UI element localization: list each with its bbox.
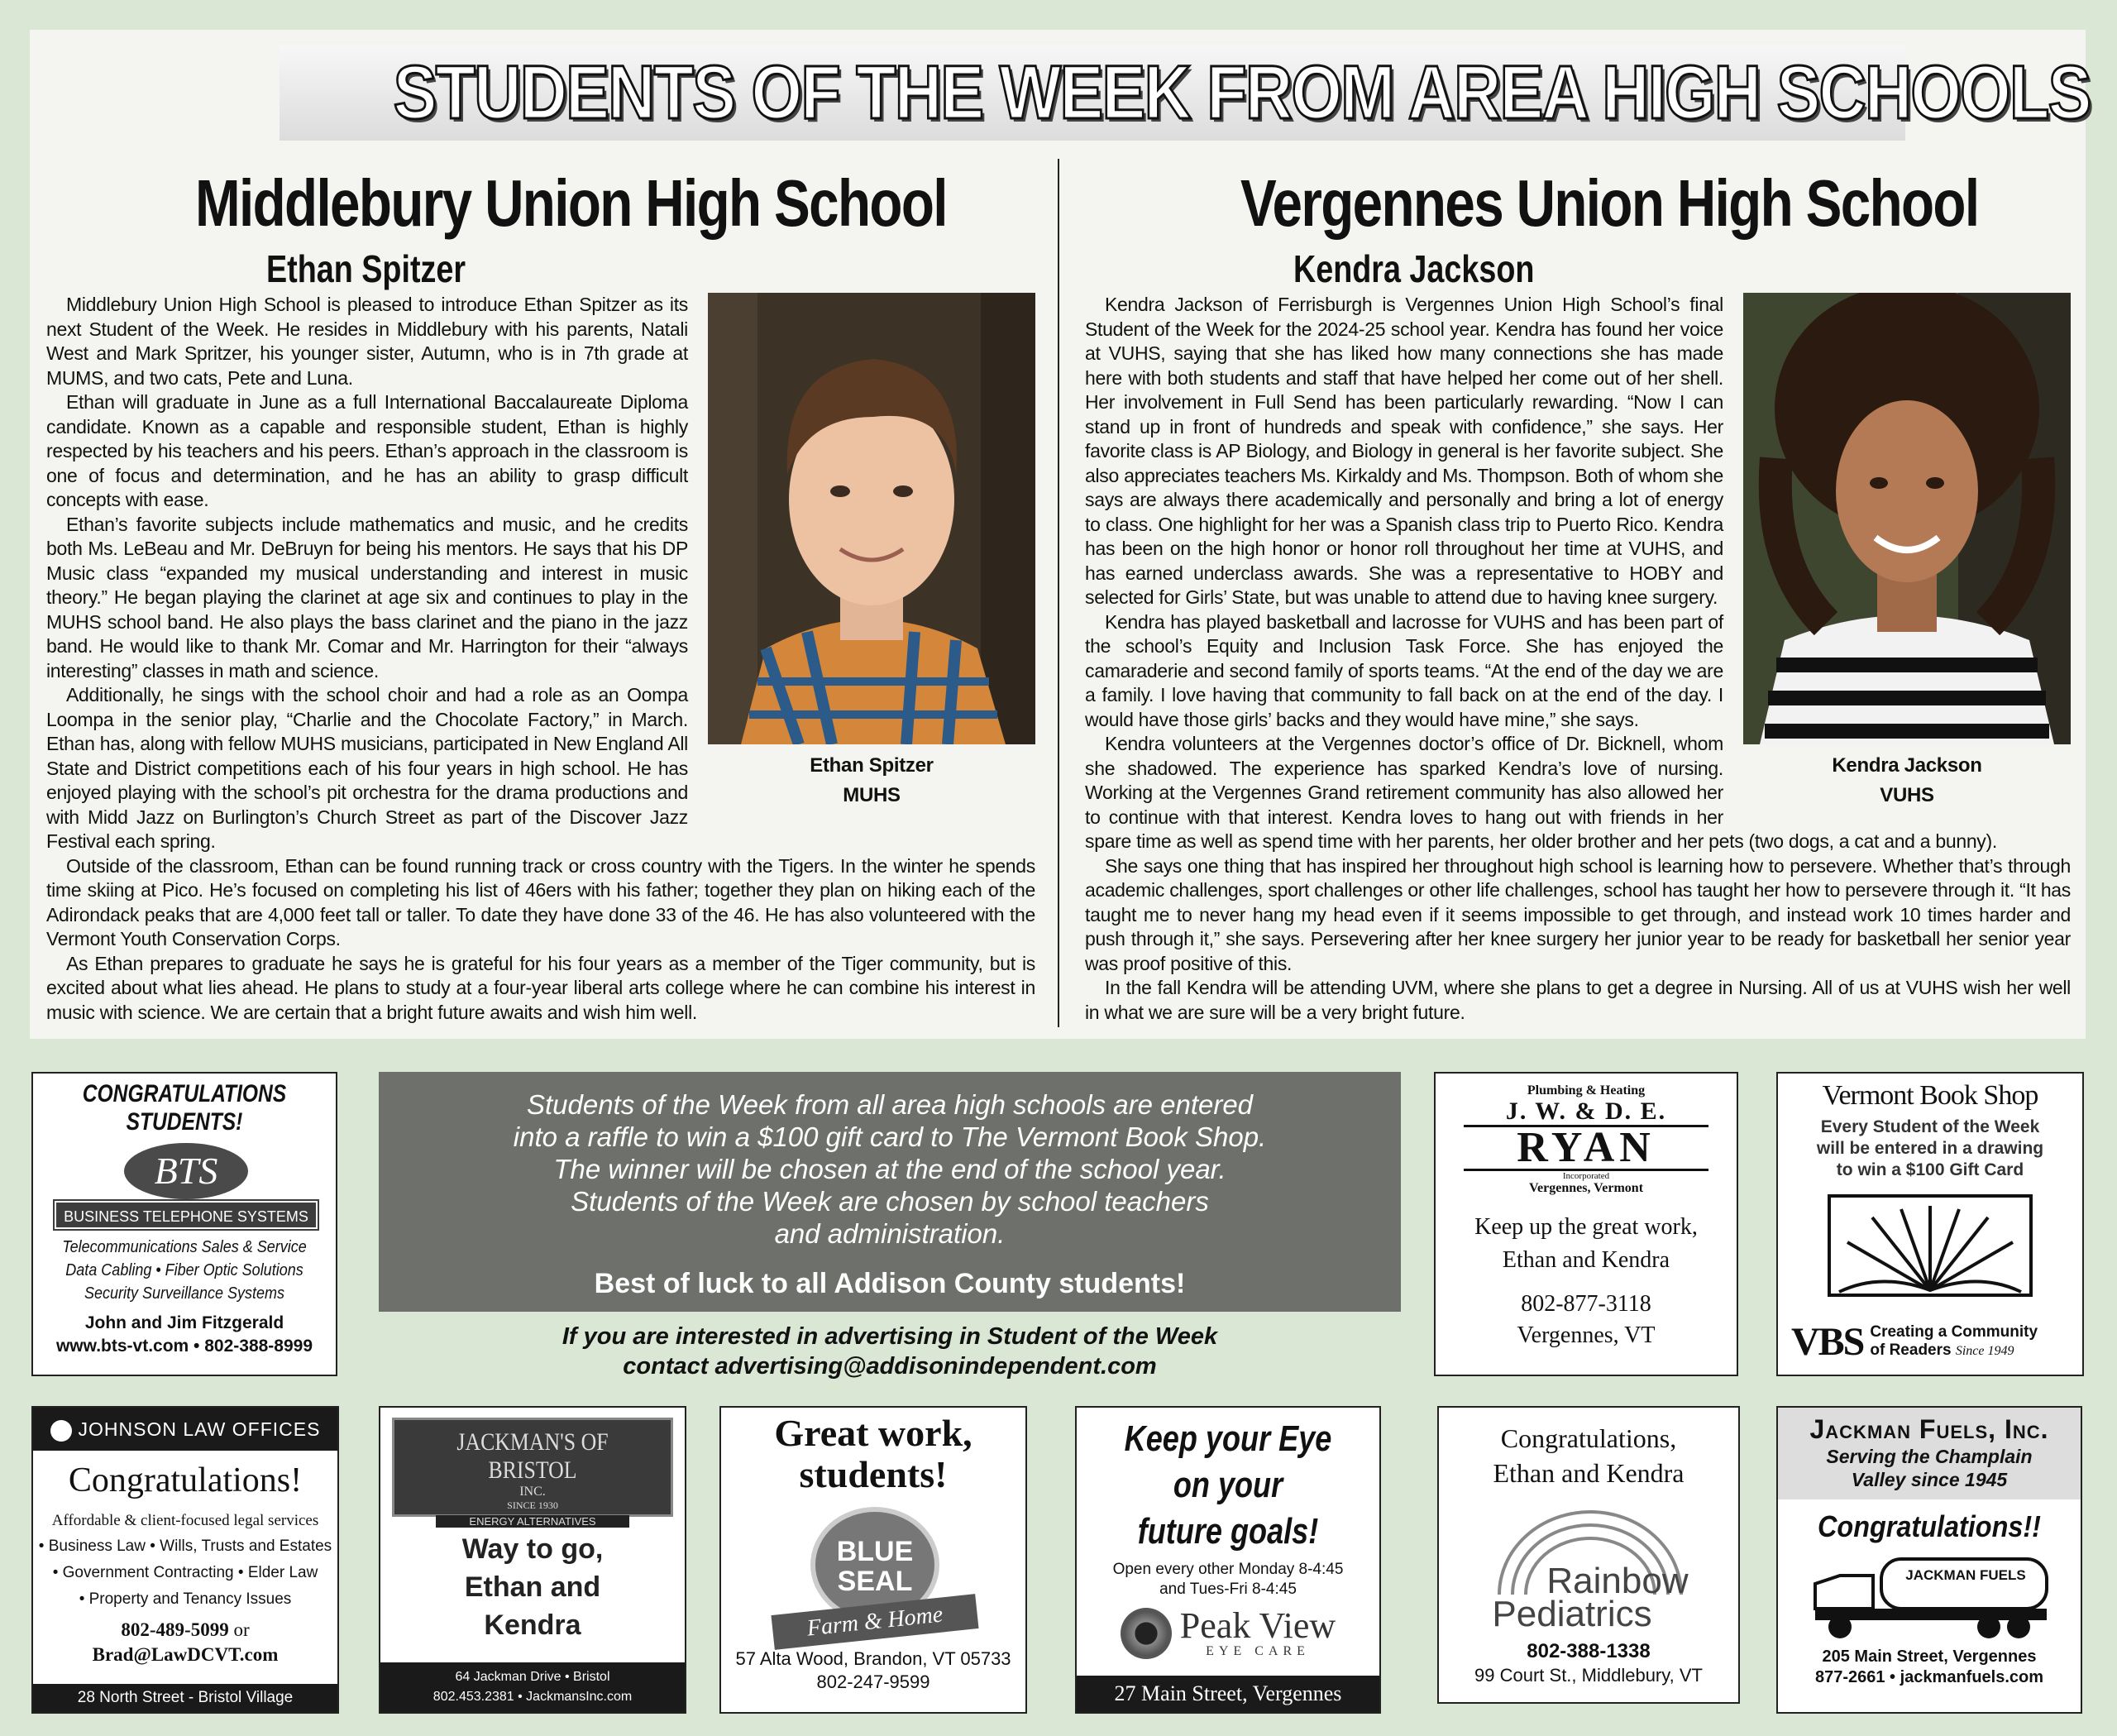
left-caption-school: MUHS (843, 784, 901, 806)
johnson-service: • Property and Tenancy Issues (79, 1590, 292, 1608)
bts-headline: CONGRATULATIONS (82, 1080, 287, 1107)
feature-panel (30, 30, 2091, 1039)
ryan-town: Vergennes, VT (1517, 1322, 1656, 1348)
banner (280, 45, 2091, 141)
peakview-headline: on your (1173, 1465, 1283, 1505)
contact-line: If you are interested in advertising in Student of the Week (562, 1323, 1218, 1350)
fuels-truck-label: JACKMAN FUELS (1905, 1567, 2026, 1583)
johnson-address: 28 North Street - Bristol Village (33, 1684, 337, 1712)
ryan-phone: 802-877-3118 (1521, 1291, 1651, 1317)
right-article (1085, 293, 2071, 1025)
left-article (46, 293, 1035, 1025)
jackmans-msg: Ethan and (464, 1571, 601, 1603)
fuel-truck-icon (1778, 1551, 2081, 1642)
eye-icon (1121, 1608, 1172, 1659)
bts-service: Data Cabling • Fiber Optic Solutions (65, 1261, 303, 1279)
peakview-addr: 27 Main Street, Vergennes (1077, 1676, 1379, 1712)
vbs-since: Since 1949 (1955, 1344, 2014, 1358)
blueseal-logo2: SEAL (837, 1566, 913, 1597)
vbs-logo: VBS (1791, 1320, 1864, 1364)
blueseal-addr: 57 Alta Wood, Brandon, VT 05733 (735, 1648, 1011, 1669)
left-paragraph: Outside of the classroom, Ethan can be found running track or cross country with the Tigers. In the winter he spends time skiing at Pico. He’s focused on completing his list of 46ers with his father; together they plan on hiking each of the Adirondack peaks that are 4,000 feet tall or taller. To date they have done 33 of the 46. He has also volunteered with the Vermont Youth Conservation Corps. (46, 854, 1035, 949)
blueseal-logo1: BLUE (836, 1536, 914, 1567)
left-paragraph: Middlebury Union High School is pleased to introduce Ethan Spitzer as its next Student of the Week. He resides in Middlebury with his parents, Natali West and Mark Spritzer, his younger sister, Autumn, who is in 7th grade at MUMS, and two cats, Pete and Luna. (46, 294, 688, 389)
jackmans-msg: Way to go, (461, 1533, 604, 1565)
raffle-line: into a raffle to win a $100 gift card to The Vermont Book Shop. (513, 1121, 1267, 1152)
ryan-arc-top: Plumbing & Heating (1527, 1083, 1646, 1098)
ryan-msg: Keep up the great work, (1474, 1214, 1698, 1240)
peakview-hours: and Tues-Fri 8-4:45 (1159, 1581, 1297, 1598)
left-paragraph: Additionally, he sings with the school choir and had a role as an Oompa Loompa in the senior play, “Charlie and the Chocolate Factory,” in March. Ethan has, along with fellow MUHS musicians, participated in New England All State and District competitions each of his four years in high school. He has enjoyed playing with the school’s pit orchestra for the drama productions and with Midd Jazz on Burlington’s Church Street as part of the Discover Jazz Festival each spring. (46, 684, 688, 852)
fuels-tag: Valley since 1945 (1851, 1469, 2008, 1490)
jackmans-msg: Kendra (484, 1609, 581, 1641)
right-paragraph: Kendra has played basketball and lacrosse for VUHS and has been part of the school’s Equity and Inclusion Task Force. She has enjoyed the camaraderie and second family of sports teams. “At the end of the day we are a family. I love having that community to fall back on at the end of the day. I would have those girls’ backs and they would have mine,” she says. (1085, 610, 1723, 730)
jackmans-logo3: SINCE 1930 (507, 1499, 558, 1511)
ad-ryan (1434, 1072, 1738, 1376)
ad-bts (31, 1072, 337, 1376)
ethan-photo (708, 293, 1035, 744)
raffle-line: The winner will be chosen at the end of the school year. (553, 1154, 1226, 1184)
contact-line: contact advertising@addisonindependent.com (623, 1353, 1157, 1380)
bts-contact: www.bts-vt.com • 802-388-8999 (55, 1337, 313, 1356)
jackmans-logo (392, 1418, 673, 1528)
right-paragraph: In the fall Kendra will be attending UVM, where she plans to get a degree in Nursing. All of us at VUHS wish her well in what we are sure will be a very bright future. (1085, 977, 2071, 1023)
ad-peak-view (1075, 1406, 1381, 1714)
ad-jackman-fuels (1776, 1406, 2082, 1714)
ryan-arc-bottom: Vergennes, Vermont (1528, 1181, 1644, 1195)
bts-logo-band: BUSINESS TELEPHONE SYSTEMS (55, 1201, 318, 1229)
left-paragraph: Ethan will graduate in June as a full International Baccalaureate Diploma candidate. Known as a capable and responsible student, Ethan is highly respected by his teachers and his peers. Ethan’s approach in the classroom is one of focus and determination, and he has an ability to grasp difficult concepts with ease. (46, 391, 688, 510)
kendra-photo (1743, 293, 2071, 744)
johnson-service: • Government Contracting • Elder Law (52, 1564, 318, 1581)
bts-logo-oval: BTS (124, 1143, 248, 1199)
johnson-or: or (233, 1619, 250, 1640)
johnson-header: JOHNSON LAW OFFICES (78, 1418, 321, 1440)
johnson-congrats: Congratulations! (68, 1461, 303, 1499)
ad-blue-seal (719, 1406, 1027, 1714)
johnson-service: • Business Law • Wills, Trusts and Estates (38, 1538, 332, 1555)
column-divider (1058, 159, 1059, 1027)
jackmans-logo2: INC. (519, 1485, 546, 1499)
bts-owners: John and Jim Fitzgerald (84, 1313, 284, 1332)
left-caption-name: Ethan Spitzer (810, 754, 934, 777)
rainbow-msg: Congratulations, (1500, 1423, 1677, 1453)
ad-jackmans (379, 1406, 686, 1714)
right-caption-name: Kendra Jackson (1832, 754, 1982, 777)
johnson-logo-icon (50, 1420, 72, 1442)
fuels-contact: 877-2661 • jackmanfuels.com (1814, 1668, 2044, 1686)
fuels-addr: 205 Main Street, Vergennes (1822, 1648, 2037, 1666)
advertising-contact (379, 1322, 1401, 1381)
johnson-tagline: Affordable & client-focused legal services (51, 1512, 319, 1529)
right-school-title: Vergennes Union High School (1240, 166, 1979, 240)
peakview-headline: future goals! (1137, 1511, 1319, 1552)
vbs-tag: Creating a Community (1870, 1323, 2038, 1341)
right-paragraph: She says one thing that has inspired her throughout high school is learning how to persevere. Whether that’s through academic challenges, sport challenges or other life challenges, school has taught her how to persevere through it. “It has taught me to never hang my head even if it seems impossible to get through, and instead work 10 times harder and push through it,” she says. Persevering after her knee surgery her junior year to be ready for basketball her senior year was proof positive of this. (1085, 854, 2071, 974)
fuels-name: Jackman Fuels, Inc. (1809, 1414, 2049, 1444)
blueseal-headline: students! (799, 1453, 948, 1495)
vbs-tag: of Readers (1870, 1341, 1952, 1359)
vbs-text: Every Student of the Week (1820, 1117, 2040, 1136)
fuels-tag: Serving the Champlain (1826, 1446, 2033, 1467)
left-paragraph: Ethan’s favorite subjects include mathematics and music, and he credits both Ms. LeBeau and Mr. DeBruyn for being his mentors. He says that his DP Music class “expanded my musical understanding and interest in music theory.” He began playing the clarinet at age six and continues to play in the MUHS school band. He also plays the bass clarinet and the piano in the jazz band. He would like to thank Mr. Comar and Mr. Harrington for their “always interesting” classes in math and science. (46, 513, 688, 681)
right-paragraph: Kendra Jackson of Ferrisburgh is Vergennes Union High School’s final Student of the Week for the 2024-25 school year. Kendra has found her voice at VUHS, saying that she has liked how many connections she has made here with both students and staff that have helped her come out of her shell. Her involvement in Full Send has been particularly rewarding. “Now I can stand up in front of hundreds and speak with confidence,” she says. Her favorite class is AP Biology, and Biology in general is her favorite subject. She also appreciates teachers Ms. Kirkaldy and Ms. Thompson. Both of whom she says are always there academically and personally and bring a lot of energy to class. One highlight for her was a Spanish class trip to Puerto Rico. Kendra has been on the high honor or honor roll throughout her time at VUHS, and has earned underclass awards. She was a representative to HOBY and selected for Girls’ State, but was unable to attend due to having knee surgery. (1085, 294, 1723, 608)
ad-johnson-law (31, 1406, 339, 1714)
rainbow-logo (1439, 1504, 1738, 1636)
right-caption-school: VUHS (1880, 784, 1934, 806)
ad-vbs (1776, 1072, 2084, 1376)
blueseal-phone: 802-247-9599 (816, 1671, 930, 1692)
ryan-msg: Ethan and Kendra (1502, 1247, 1670, 1273)
ad-rainbow (1437, 1406, 1740, 1704)
peakview-hours: Open every other Monday 8-4:45 (1112, 1561, 1344, 1578)
raffle-line: Students of the Week are chosen by school teachers (571, 1186, 1209, 1217)
right-photo-block (1743, 293, 2071, 811)
left-paragraph: As Ethan prepares to graduate he says he is grateful for his four years as a member of the Tiger community, but is excited about what lies ahead. He plans to study at a four-year liberal arts college where he can combine his interest in music with science. We are certain that a bright future awaits and wish him well. (46, 952, 1035, 1023)
johnson-phone: 802-489-5099 (121, 1619, 229, 1640)
jackmans-logo1: JACKMAN'S OF BRISTOL (456, 1428, 609, 1484)
bts-headline: STUDENTS! (126, 1108, 243, 1136)
rainbow-msg: Ethan and Kendra (1493, 1458, 1685, 1488)
jackmans-addr: 64 Jackman Drive • Bristol (455, 1670, 610, 1684)
raffle-line: and administration. (774, 1218, 1006, 1249)
right-student-name: Kendra Jackson (1293, 247, 1535, 290)
jackmans-contact: 802.453.2381 • JackmansInc.com (432, 1690, 633, 1704)
raffle-line: Students of the Week from all area high schools are entered (526, 1089, 1254, 1120)
bts-service: Security Surveillance Systems (84, 1284, 285, 1303)
raffle-luck: Best of luck to all Addison County students! (594, 1268, 1186, 1299)
ryan-line1: J. W. & D. E. (1505, 1098, 1667, 1125)
left-school-title: Middlebury Union High School (195, 166, 947, 240)
right-paragraph: Kendra volunteers at the Vergennes doctor’s office of Dr. Bicknell, whom she shadowed. The experience has sparked Kendra’s love of nursing. Working at the Vergennes Grand retirement community has also allowed her to continue with that interest. Kendra loves to hang out with friends in her spare time as well as spend time with her parents, her older brother and her pets (two dogs, a cat and a bunny). (1085, 733, 1997, 852)
peakview-name: Peak View (1179, 1605, 1336, 1646)
vbs-title: Vermont Book Shop (1822, 1080, 2038, 1111)
blueseal-headline: Great work, (774, 1412, 972, 1454)
rainbow-logo2: Pediatrics (1492, 1594, 1652, 1634)
bts-logo (33, 1143, 336, 1236)
banner-title: STUDENTS OF THE WEEK FROM AREA HIGH SCHOOLS (393, 50, 2091, 135)
raffle-box (379, 1072, 1401, 1312)
bts-service: Telecommunications Sales & Service (62, 1238, 307, 1256)
peakview-sub: EYE CARE (1206, 1644, 1310, 1658)
rainbow-addr: 99 Court St., Middlebury, VT (1474, 1665, 1703, 1686)
vbs-text: to win a $100 Gift Card (1836, 1160, 2024, 1179)
peakview-headline: Keep your Eye (1124, 1418, 1332, 1459)
ryan-inc: Incorporated (1562, 1171, 1610, 1181)
jackmans-logo4: ENERGY ALTERNATIVES (436, 1515, 629, 1528)
blueseal-logo (721, 1507, 1025, 1648)
ryan-line2: RYAN (1464, 1125, 1708, 1171)
rainbow-logo1: Rainbow (1546, 1561, 1689, 1601)
johnson-email: Brad@LawDCVT.com (92, 1644, 279, 1665)
left-student-name: Ethan Spitzer (266, 247, 466, 290)
left-photo-block (708, 293, 1035, 811)
blueseal-ribbon: Farm & Home (771, 1594, 978, 1650)
rainbow-phone: 802-388-1338 (1527, 1640, 1651, 1662)
vbs-text: will be entered in a drawing (1816, 1139, 2044, 1158)
fuels-congrats: Congratulations!! (1818, 1509, 2041, 1543)
open-book-icon (1823, 1193, 2038, 1300)
